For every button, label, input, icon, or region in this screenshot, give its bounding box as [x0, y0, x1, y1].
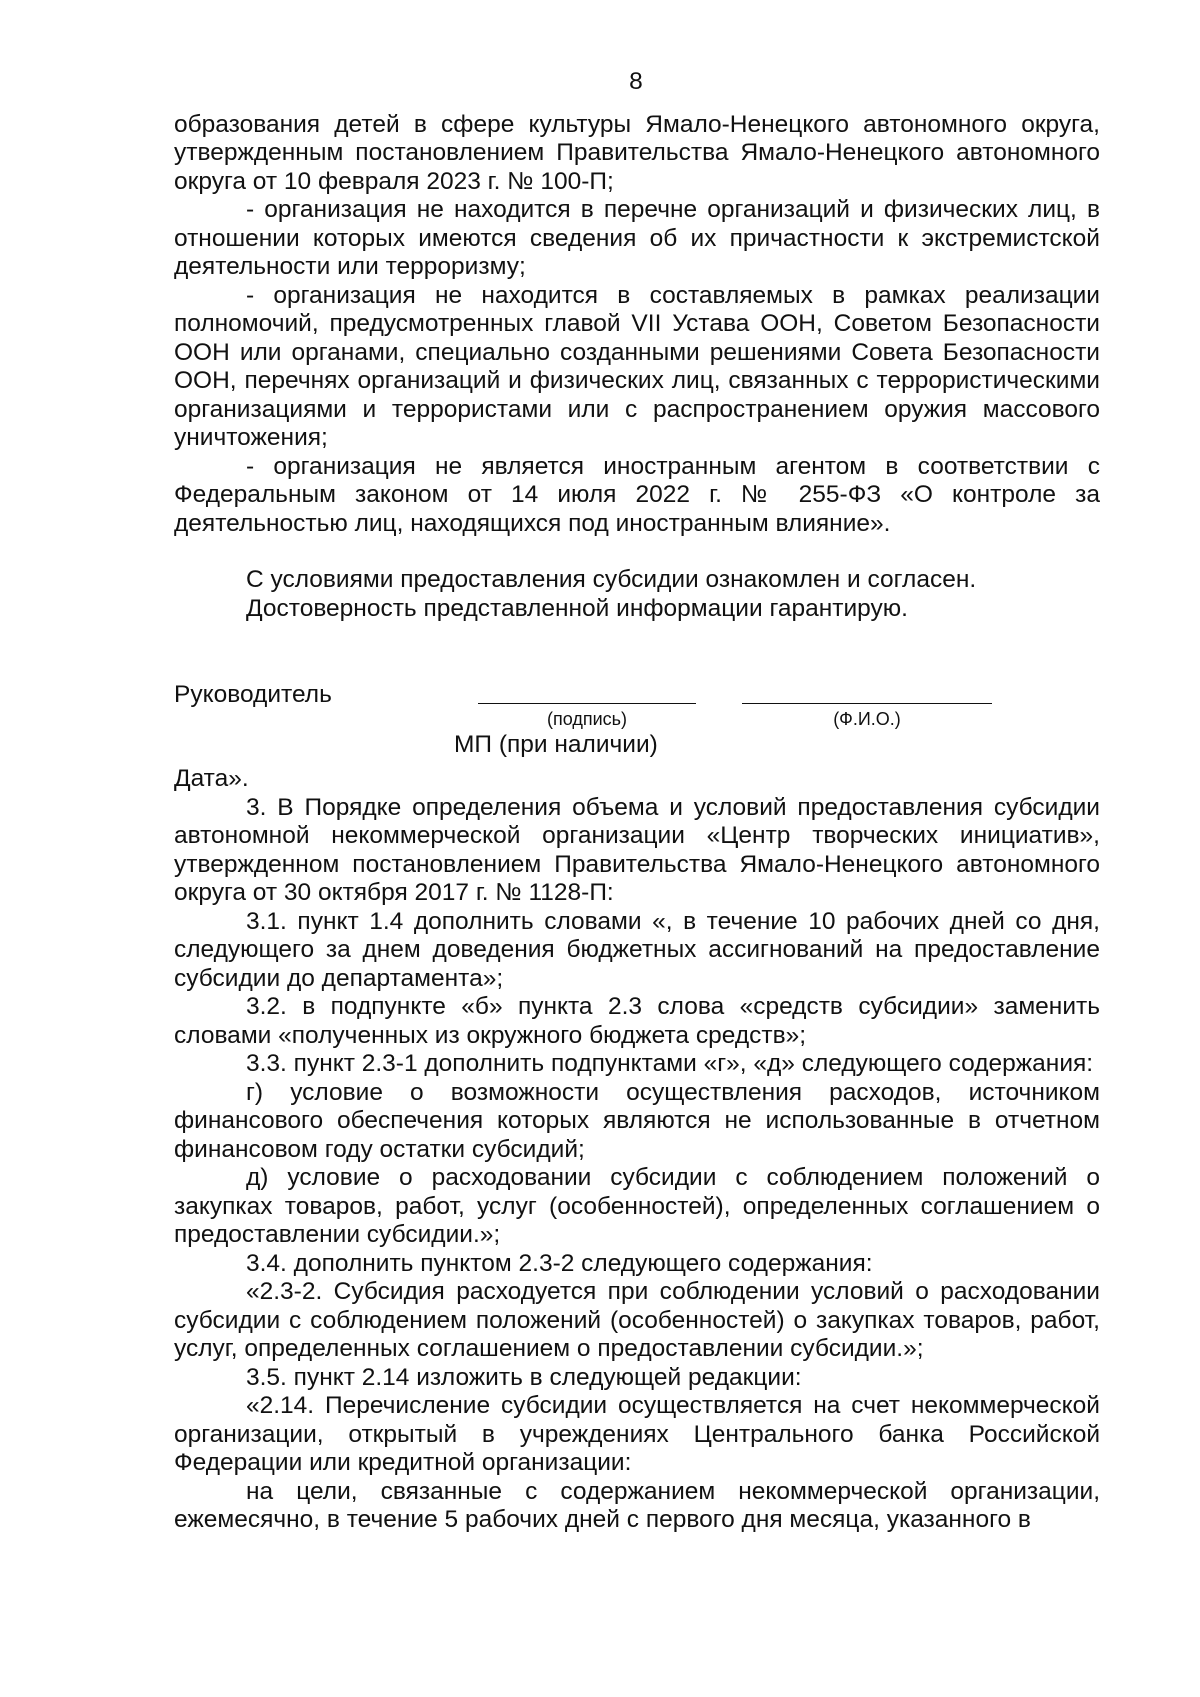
- guarantee-line: Достоверность представленной информации гарантирую.: [246, 594, 908, 622]
- signature-caption: (подпись): [546, 709, 628, 729]
- amendment-2-3-2-text: «2.3-2. Субсидия расходуется при соблюдении условий о расходовании субсидии с соблюдением положений (особенностей) о закупках товаров, работ, услуг, определенных соглашением о предоставлении субсидии.»;: [174, 1278, 1100, 1362]
- paragraph-extremism-list: - организация не находится в перечне организаций и физических лиц, в отношении которых имеются сведения об их причастности к экстремистской деятельности или терроризму;: [174, 196, 1100, 280]
- amendment-subpoint-d: д) условие о расходовании субсидии с соблюдением положений о закупках товаров, работ, услуг (особенностей), определенных соглашением о предоставлении субсидии.»;: [174, 1164, 1100, 1248]
- signature-block: [174, 681, 1100, 765]
- paragraph-continuation: образования детей в сфере культуры Ямало-Ненецкого автономного округа, утвержденным постановлением Правительства Ямало-Ненецкого автономного округа от 10 февраля 2023 г. № 100-П;: [174, 110, 1100, 195]
- signatory-title: Руководитель: [174, 681, 332, 708]
- amendment-3-2: 3.2. в подпункте «б» пункта 2.3 слова «средств субсидии» заменить словами «полученных из окружного бюджета средств»;: [174, 993, 1100, 1049]
- signature-line: [478, 703, 696, 704]
- name-line: [742, 703, 992, 704]
- page-number: 8: [629, 68, 643, 95]
- amendment-3-5: 3.5. пункт 2.14 изложить в следующей редакции:: [246, 1363, 802, 1391]
- amendment-subpoint-g: г) условие о возможности осуществления расходов, источником финансового обеспечения которых являются не использованные в отчетном финансовом году остатки субсидий;: [174, 1078, 1100, 1163]
- amendment-3-1: 3.1. пункт 1.4 дополнить словами «, в течение 10 рабочих дней со дня, следующего за днем доведения бюджетных ассигнований на предоставление субсидии до департамента»;: [174, 907, 1100, 992]
- stamp-label: МП (при наличии): [454, 731, 658, 758]
- amendment-3: 3. В Порядке определения объема и условий предоставления субсидии автономной некоммерческой организации «Центр творческих инициатив», утвержденном постановлением Правительства Ямало-Ненецкого автономного округа от 30 октября 2017 г. № 1128-П:: [174, 793, 1100, 906]
- amendment-3-4: 3.4. дополнить пунктом 2.3-2 следующего содержания:: [246, 1249, 873, 1277]
- paragraph-foreign-agent: - организация не является иностранным агентом в соответствии с Федеральным законом от 14 июля 2022 г. № 255-ФЗ «О контроле за деятельностью лиц, находящихся под иностранным влияние».: [174, 452, 1100, 537]
- agreement-line: С условиями предоставления субсидии ознакомлен и согласен.: [246, 566, 977, 593]
- name-caption: (Ф.И.О.): [833, 709, 901, 729]
- amendment-2-14-purpose: на цели, связанные с содержанием некоммерческой организации, ежемесячно, в течение 5 рабочих дней с первого дня месяца, указанного в: [174, 1477, 1100, 1533]
- paragraph-un-list: - организация не находится в составляемых в рамках реализации полномочий, предусмотренных главой VII Устава ООН, Советом Безопасности ООН или органами, специально созданными решениями Совета Безопасности ООН, перечнях организаций и физических лиц, связанных с террористическими организациями и террористами или с распространением оружия массового уничтожения;: [174, 281, 1100, 451]
- amendment-2-14-text: «2.14. Перечисление субсидии осуществляется на счет некоммерческой организации, открытый в учреждениях Центрального банка Российской Федерации или кредитной организации:: [174, 1392, 1100, 1476]
- date-label: Дата».: [174, 765, 249, 792]
- amendment-3-3: 3.3. пункт 2.3-1 дополнить подпунктами «г», «д» следующего содержания:: [246, 1050, 1094, 1077]
